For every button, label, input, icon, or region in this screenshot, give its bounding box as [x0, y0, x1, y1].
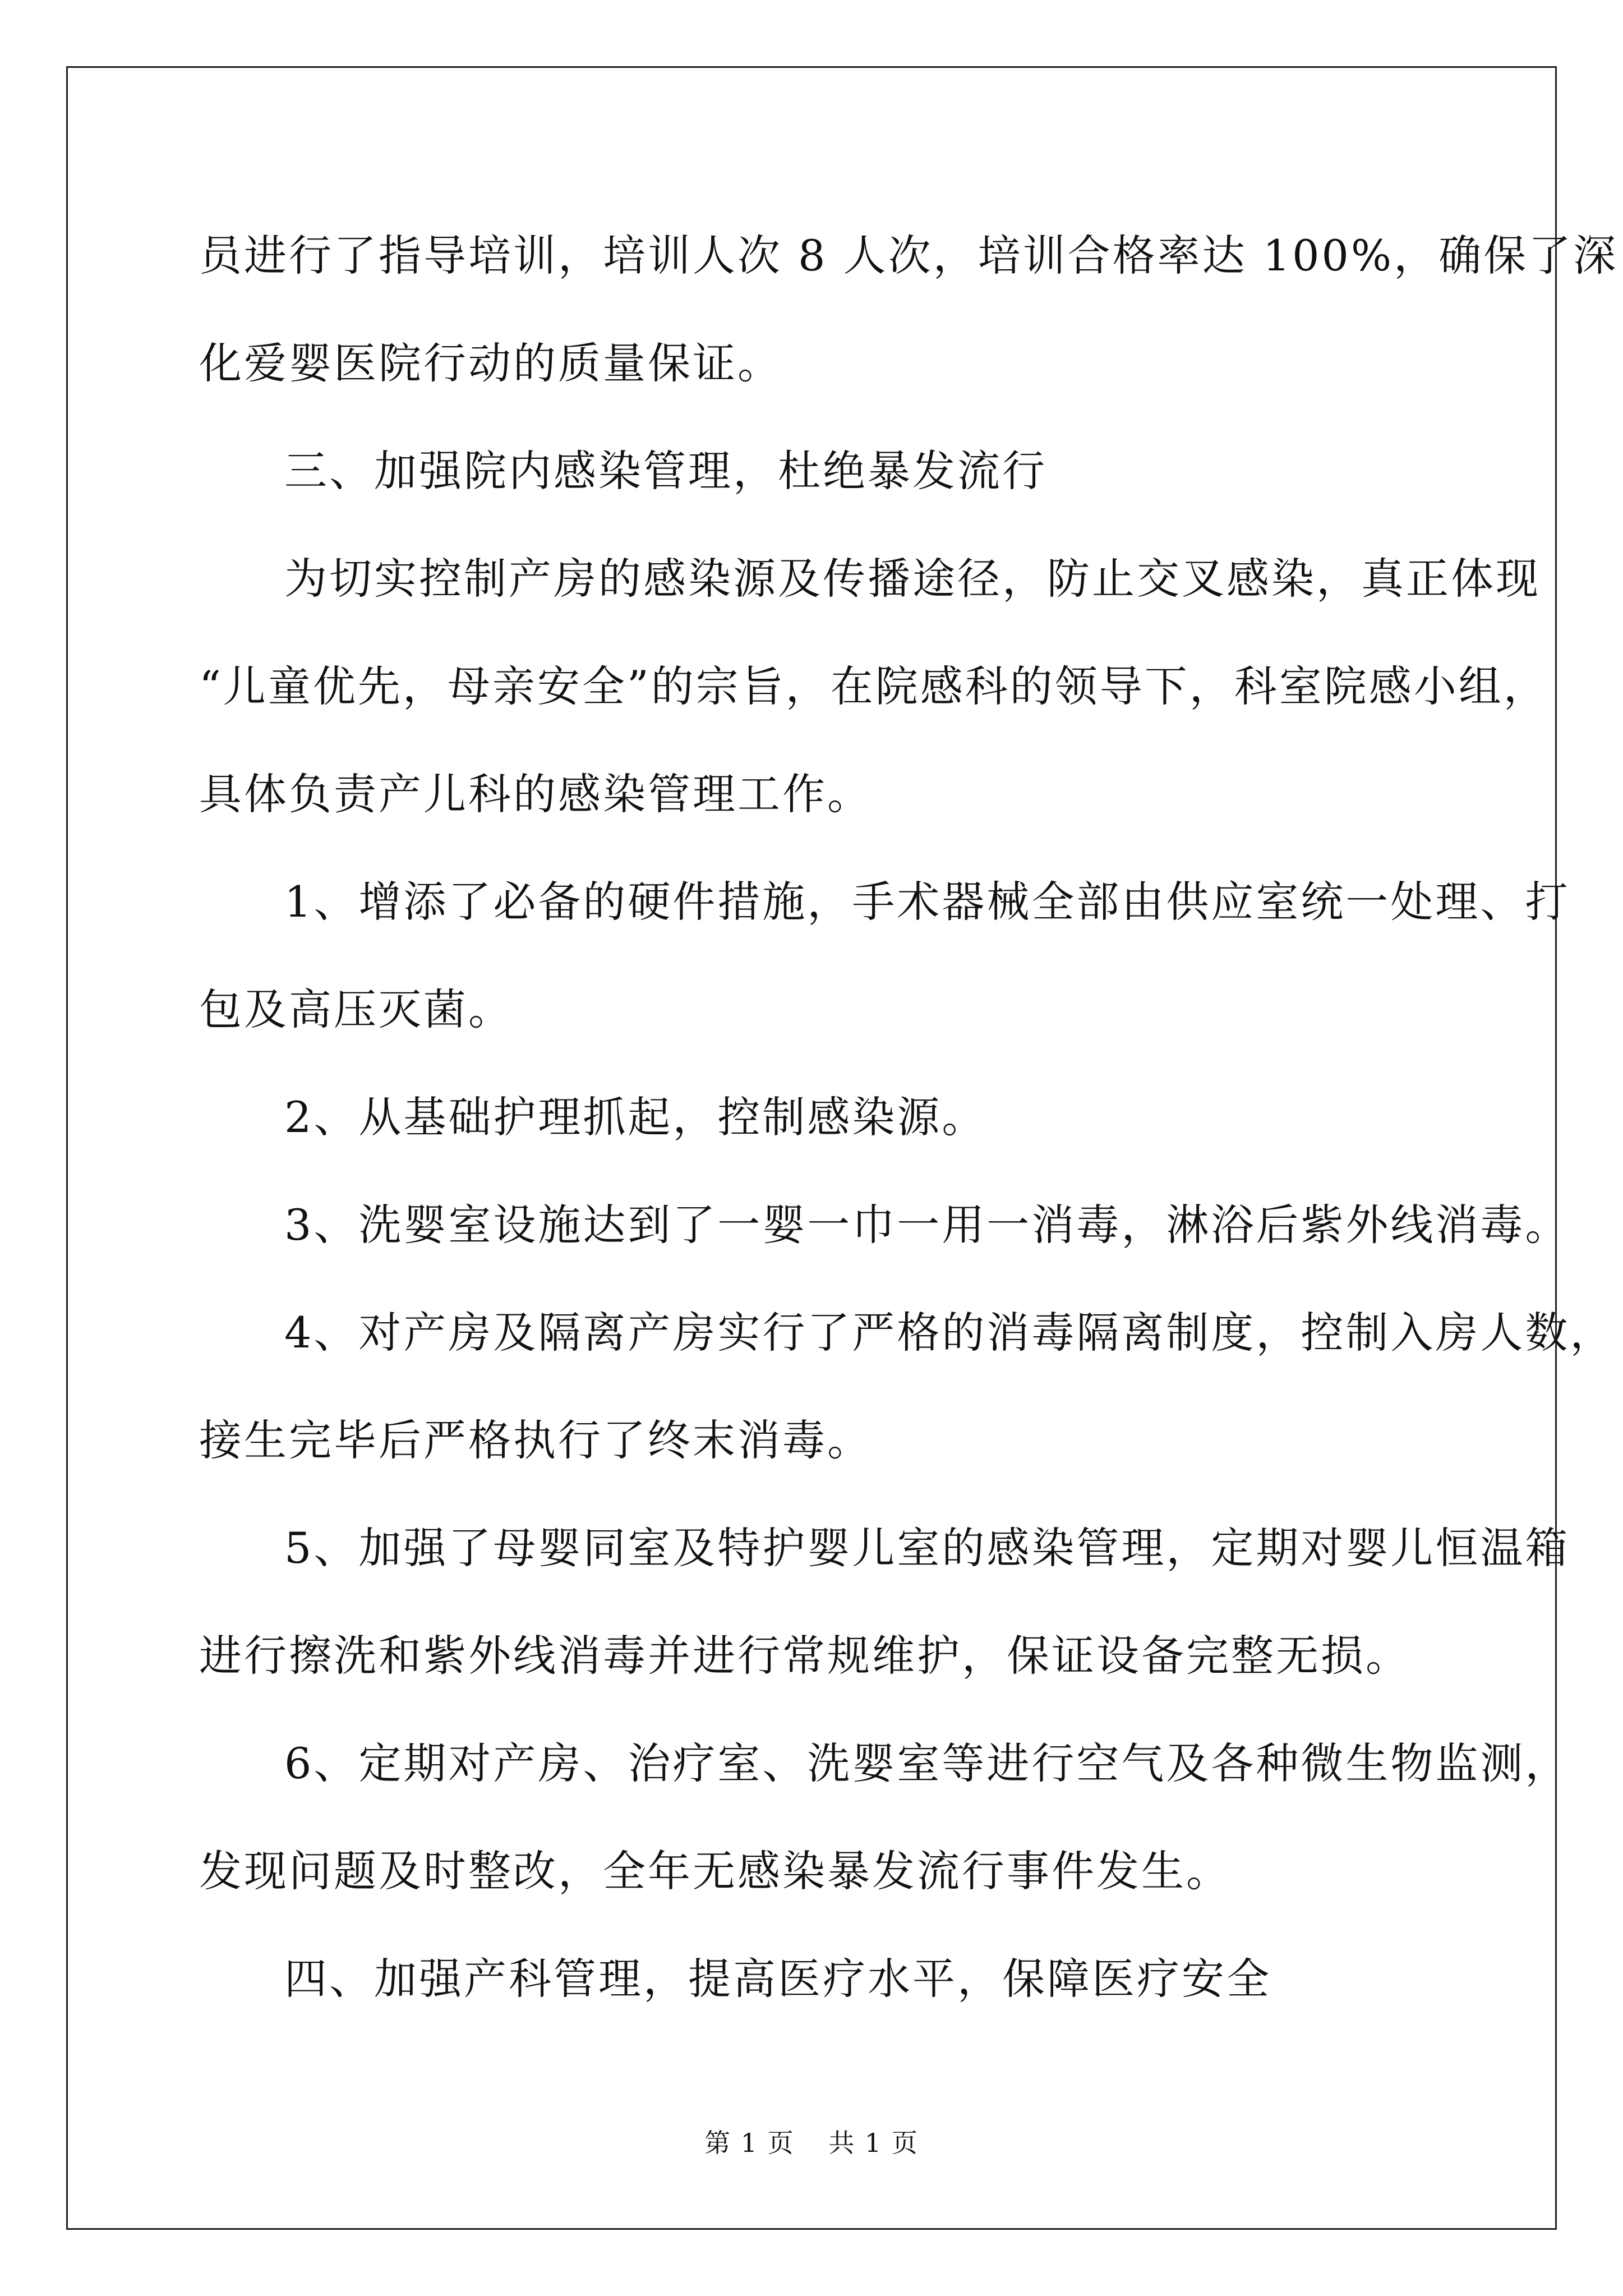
list-item: 2、从基础护理抓起，控制感染源。 [284, 1092, 987, 1142]
page-number-total: 共 1 页 [828, 2128, 919, 2158]
text-line: 进行擦洗和紫外线消毒并进行常规维护，保证设备完整无损。 [199, 1631, 1410, 1681]
list-item: 1、增添了必备的硬件措施，手术器械全部由供应室统一处理、打 [284, 877, 1570, 927]
list-item: 5、加强了母婴同室及特护婴儿室的感染管理，定期对婴儿恒温箱 [284, 1523, 1570, 1573]
text-line: 包及高压灭菌。 [199, 984, 513, 1034]
list-item: 6、定期对产房、治疗室、洗婴室等进行空气及各种微生物监测， [284, 1738, 1570, 1788]
text-line: 具体负责产儿科的感染管理工作。 [199, 769, 872, 819]
text-line: 接生完毕后严格执行了终末消毒。 [199, 1415, 872, 1465]
page-footer [0, 2126, 1623, 2160]
section-heading: 四、加强产科管理，提高医疗水平，保障医疗安全 [284, 1954, 1271, 2004]
text-line: 员进行了指导培训，培训人次 8 人次，培训合格率达 100%，确保了深 [199, 231, 1619, 280]
text-line: 化爱婴医院行动的质量保证。 [199, 338, 782, 388]
page-number-current: 第 1 页 [704, 2128, 795, 2158]
section-heading: 三、加强院内感染管理，杜绝暴发流行 [284, 446, 1047, 496]
list-item: 3、洗婴室设施达到了一婴一巾一用一消毒，淋浴后紫外线消毒。 [284, 1200, 1570, 1250]
text-line: 发现问题及时整改，全年无感染暴发流行事件发生。 [199, 1846, 1231, 1896]
list-item: 4、对产房及隔离产房实行了严格的消毒隔离制度，控制入房人数， [284, 1308, 1615, 1358]
text-line: 为切实控制产房的感染源及传播途径，防止交叉感染，真正体现 [284, 554, 1541, 604]
text-line: “儿童优先，母亲安全”的宗旨，在院感科的领导下，科室院感小组， [199, 661, 1548, 711]
document-body [199, 202, 1619, 2033]
